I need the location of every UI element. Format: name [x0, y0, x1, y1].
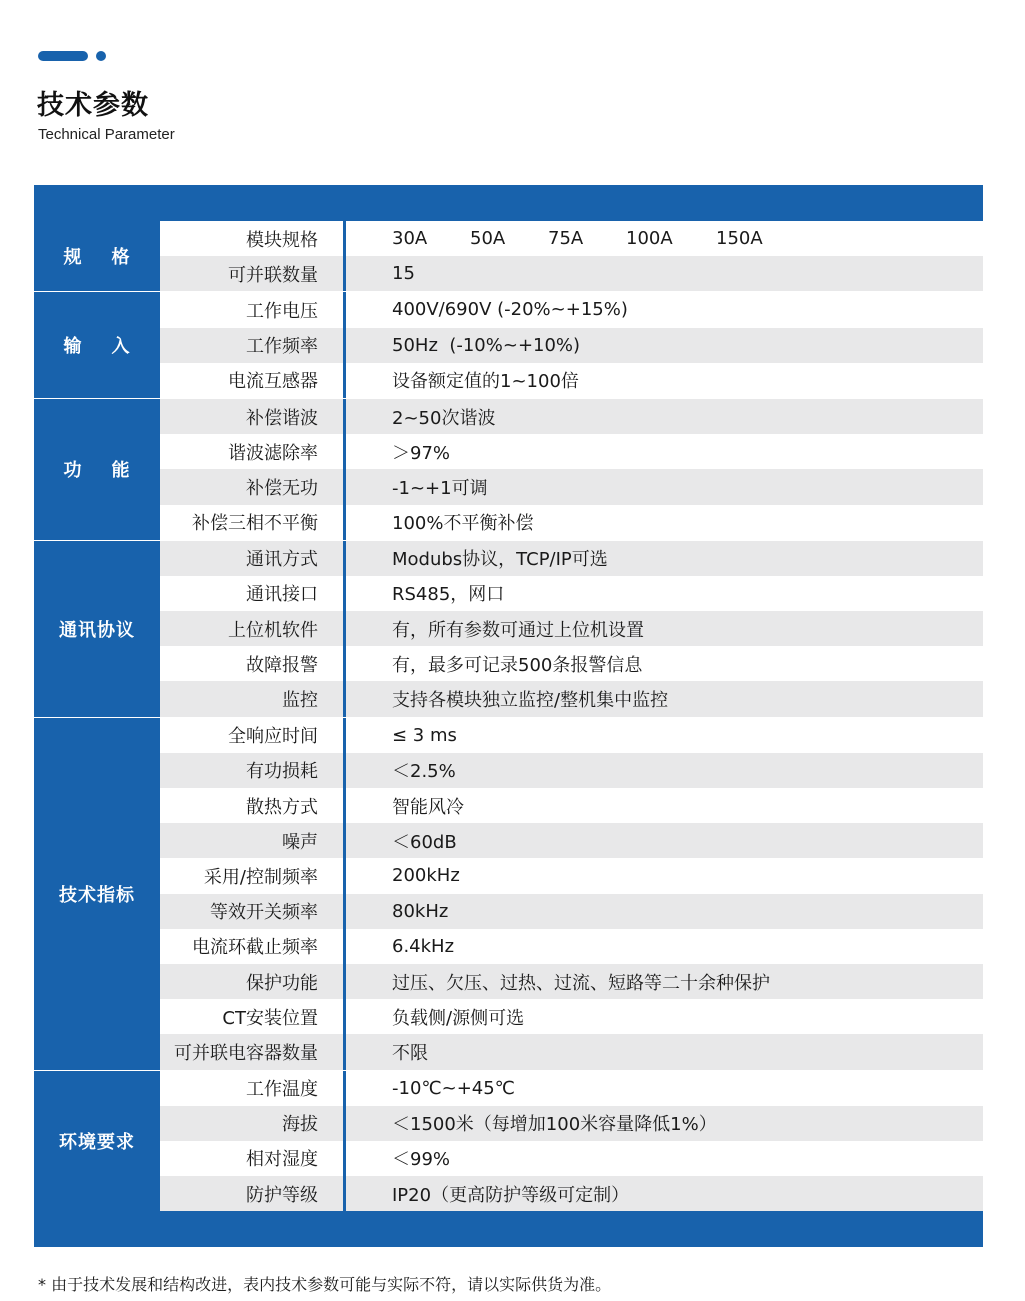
table-row [160, 611, 983, 646]
group-rows [160, 221, 983, 291]
row-value: 2~50次谐波 [392, 407, 496, 429]
group-label: 规 格 [34, 221, 160, 291]
row-value: RS485，网口 [392, 584, 505, 606]
row-label: 有功损耗 [246, 761, 318, 783]
table-body [34, 221, 983, 1211]
page-title: 技术参数 [37, 90, 149, 121]
row-value: ＞97% [392, 442, 451, 464]
row-value: 支持各模块独立监控/整机集中监控 [392, 690, 669, 712]
row-label: 上位机软件 [228, 619, 318, 641]
row-value: ≤ 3 ms [392, 724, 457, 746]
row-value: 智能风冷 [392, 796, 464, 818]
group-rows [160, 718, 983, 1070]
group-label: 环境要求 [34, 1071, 160, 1212]
row-value: 15 [392, 263, 415, 285]
table-row [160, 541, 983, 576]
row-label: 监控 [282, 690, 318, 712]
spec-value: 50A [470, 228, 506, 250]
table-group [34, 540, 983, 717]
row-value: 过压、欠压、过热、过流、短路等二十余种保护 [392, 972, 770, 994]
row-label: 补偿谐波 [246, 407, 318, 429]
group-label: 技术指标 [34, 718, 160, 1070]
row-value: ＜1500米（每增加100米容量降低1%） [392, 1114, 717, 1136]
row-label: 相对湿度 [246, 1149, 318, 1171]
decoration-bar [38, 51, 88, 61]
table-row [160, 434, 983, 469]
table-row [160, 292, 983, 327]
parameter-table [34, 185, 983, 1247]
table-group [34, 1070, 983, 1212]
row-label: 补偿无功 [246, 477, 318, 499]
row-value: ＜2.5% [392, 761, 456, 783]
row-value: 6.4kHz [392, 935, 455, 957]
row-label: CT安装位置 [222, 1007, 318, 1029]
group-rows [160, 541, 983, 717]
table-row [160, 576, 983, 611]
table-row [160, 894, 983, 929]
row-value: 400V/690V (-20%~+15%) [392, 299, 628, 321]
table-group [34, 291, 983, 398]
table-row [160, 646, 983, 681]
row-value: 不限 [392, 1042, 428, 1064]
row-value: 100%不平衡补偿 [392, 513, 534, 535]
table-row [160, 1071, 983, 1106]
row-value: 有，所有参数可通过上位机设置 [392, 619, 644, 641]
table-row [160, 328, 983, 363]
row-value: 有，最多可记录500条报警信息 [392, 654, 643, 676]
table-group [34, 717, 983, 1070]
row-label: 通讯方式 [246, 549, 318, 571]
table-row [160, 363, 983, 398]
group-label: 输 入 [34, 292, 160, 398]
row-label: 故障报警 [246, 654, 318, 676]
row-value: 80kHz [392, 900, 449, 922]
table-row [160, 718, 983, 753]
table-row [160, 1034, 983, 1069]
row-label: 可并联数量 [228, 264, 318, 286]
row-label: 保护功能 [246, 972, 318, 994]
table-row [160, 1141, 983, 1176]
spec-value: 75A [548, 228, 584, 250]
table-row [160, 469, 983, 504]
table-row [160, 823, 983, 858]
table-row [160, 256, 983, 291]
table-row [160, 964, 983, 999]
page-subtitle: Technical Parameter [38, 126, 175, 143]
table-row [160, 999, 983, 1034]
row-value: -10℃~+45℃ [392, 1077, 515, 1099]
table-row [160, 753, 983, 788]
spec-value: 100A [626, 228, 673, 250]
row-label: 采用/控制频率 [203, 866, 318, 888]
row-label: 谐波滤除率 [228, 442, 318, 464]
row-value: IP20（更高防护等级可定制） [392, 1184, 630, 1206]
table-row [160, 788, 983, 823]
row-label: 海拔 [282, 1114, 318, 1136]
spec-value: 30A [392, 228, 428, 250]
table-group [34, 398, 983, 540]
spec-value: 150A [716, 228, 763, 250]
row-label: 工作电压 [246, 300, 318, 322]
table-row [160, 858, 983, 893]
table-row [160, 399, 983, 434]
table-top-band [34, 185, 983, 221]
decoration-dot [96, 51, 106, 61]
table-row [160, 929, 983, 964]
row-value: 200kHz [392, 865, 460, 887]
footnote: * 由于技术发展和结构改进，表内技术参数可能与实际不符，请以实际供货为准。 [38, 1275, 612, 1294]
row-label: 可并联电容器数量 [174, 1042, 318, 1064]
row-label: 防护等级 [246, 1184, 318, 1206]
row-label: 工作温度 [246, 1079, 318, 1101]
table-row [160, 505, 983, 540]
row-label: 模块规格 [246, 229, 318, 251]
row-label: 电流环截止频率 [192, 937, 318, 959]
row-label: 工作频率 [246, 336, 318, 358]
table-row [160, 681, 983, 716]
row-value: 负载侧/源侧可选 [392, 1007, 525, 1029]
row-label: 散热方式 [246, 796, 318, 818]
table-row [160, 1176, 983, 1211]
group-rows [160, 1071, 983, 1212]
group-label: 通讯协议 [34, 541, 160, 717]
row-value: 50Hz (-10%~+10%) [392, 334, 581, 356]
row-value: 设备额定值的1~100倍 [392, 371, 579, 393]
row-value: ＜99% [392, 1149, 451, 1171]
row-value: -1~+1可调 [392, 477, 488, 499]
row-label: 噪声 [282, 831, 318, 853]
table-row [160, 1106, 983, 1141]
row-label: 等效开关频率 [210, 902, 318, 924]
group-rows [160, 399, 983, 540]
row-value: Modubs协议，TCP/IP可选 [392, 549, 608, 571]
group-rows [160, 292, 983, 398]
row-label: 全响应时间 [228, 726, 318, 748]
row-value: ＜60dB [392, 831, 457, 853]
table-row [160, 221, 983, 256]
table-bottom-band [34, 1211, 983, 1247]
group-label: 功 能 [34, 399, 160, 540]
row-value [346, 228, 806, 249]
row-label: 电流互感器 [228, 371, 318, 393]
row-label: 补偿三相不平衡 [192, 513, 318, 535]
row-label: 通讯接口 [246, 584, 318, 606]
table-group [34, 221, 983, 291]
